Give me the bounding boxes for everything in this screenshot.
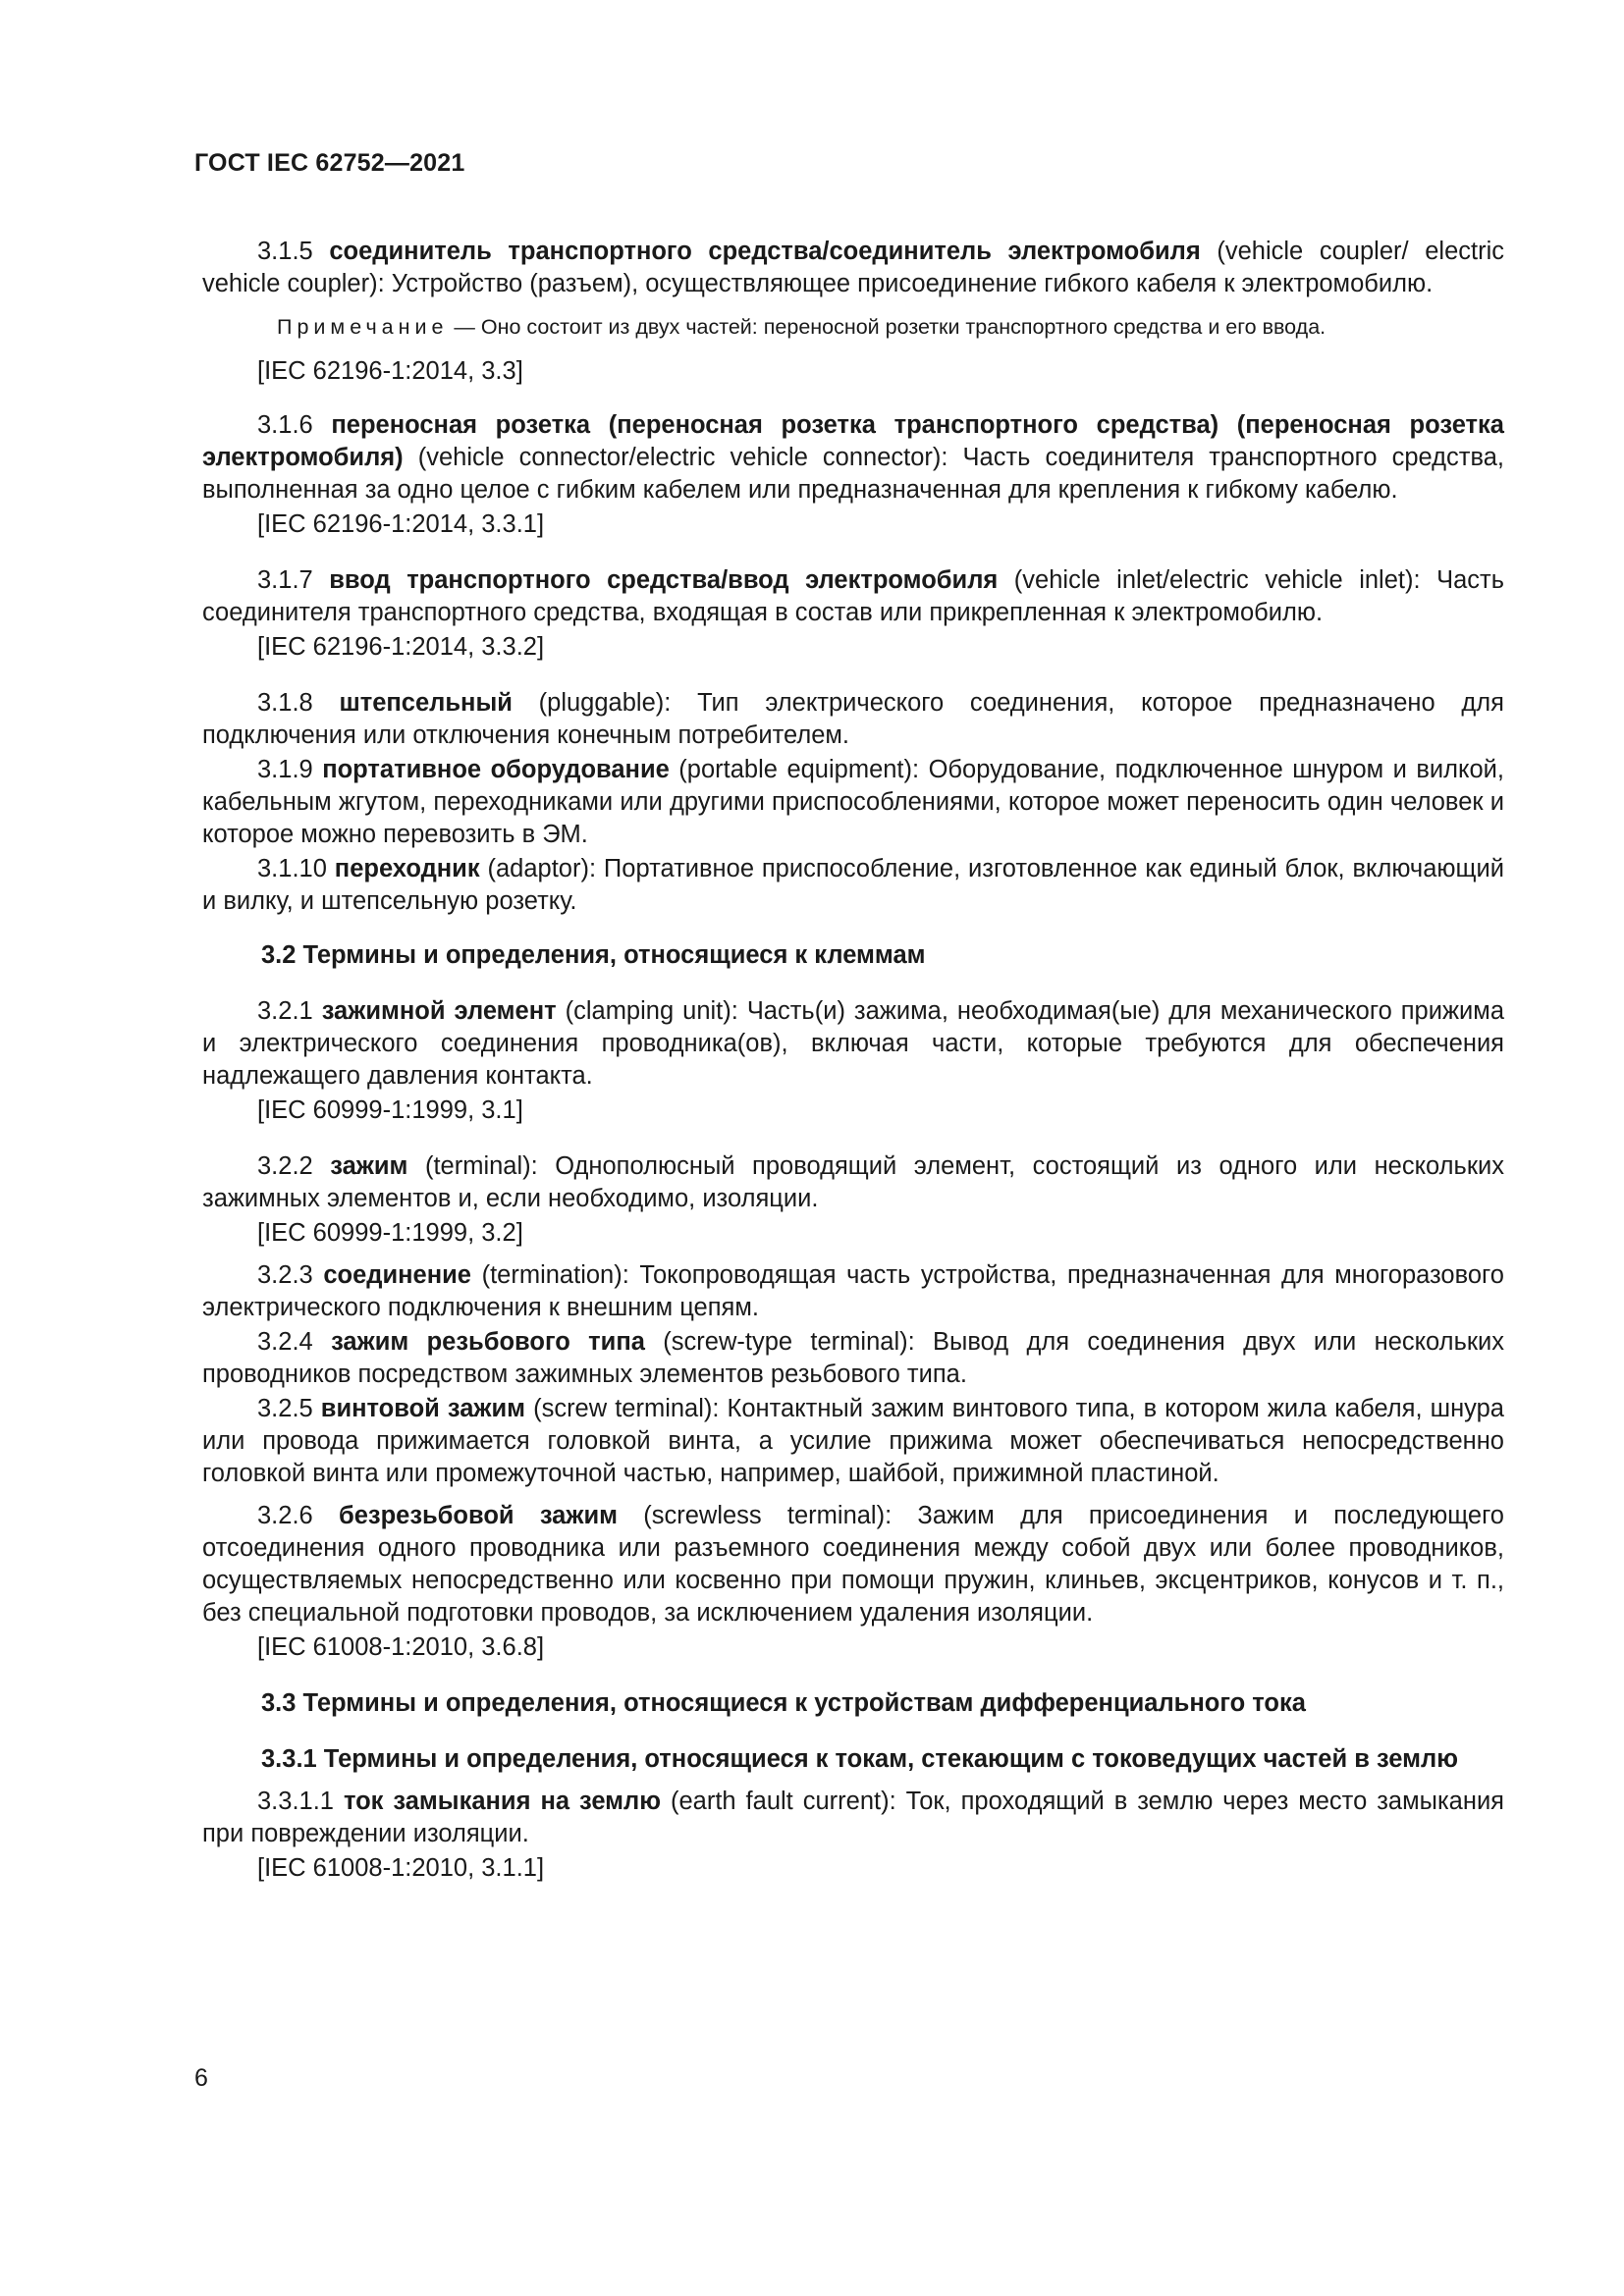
term-number: 3.1.10 — [257, 855, 327, 882]
reference: [IEC 60999-1:1999, 3.1] — [257, 1096, 523, 1124]
reference: [IEC 62196-1:2014, 3.3.1] — [257, 510, 545, 538]
term-definition: (vehicle coupler/ electric vehicle coupler): Устройство (разъем), осуществляющее присоединение гибкого кабеля к электромобилю. — [202, 238, 1504, 297]
document-body — [202, 236, 1504, 1908]
note-text: — Оно состоит из двух частей: переносной розетки транспортного средства и его ввода. — [448, 315, 1326, 339]
term-definition: (vehicle connector/electric vehicle connector): Часть соединителя транспортного средства, выполненная за одно целое с гибким кабелем или предназначенная для крепления к гибкому кабелю. — [202, 444, 1504, 504]
note — [202, 312, 1504, 342]
term-3-2-4 — [202, 1326, 1504, 1391]
term-definition: (terminal): Однополюсный проводящий элемент, состоящий из одного или нескольких зажимных элементов и, если необходимо, изоляции. — [202, 1152, 1504, 1212]
term-definition: (screw-type terminal): Вывод для соединения двух или нескольких проводников посредством зажимных элементов резьбового типа. — [202, 1328, 1504, 1388]
term-name: ток замыкания на землю — [343, 1788, 662, 1815]
page-number: 6 — [194, 2064, 208, 2092]
term-name: соединитель транспортного средства/соединитель электромобиля — [329, 238, 1201, 265]
term-definition: (vehicle inlet/electric vehicle inlet): Часть соединителя транспортного средства, входящая в состав или прикрепленная к электромобилю. — [202, 566, 1504, 626]
term-number: 3.2.3 — [257, 1261, 313, 1289]
term-name: ввод транспортного средства/ввод электромобиля — [329, 566, 999, 594]
reference: [IEC 61008-1:2010, 3.1.1] — [257, 1854, 545, 1882]
term-definition: (clamping unit): Часть(и) зажима, необходимая(ые) для механического прижима и электрического соединения проводника(ов), включая части, которые требуются для обеспечения надлежащего давления контакта. — [202, 997, 1504, 1090]
term-number: 3.2.2 — [257, 1152, 313, 1180]
section-heading-3-3: 3.3 Термины и определения, относящиеся к устройствам дифференциального тока — [261, 1689, 1306, 1717]
term-number: 3.2.4 — [257, 1328, 313, 1356]
term-definition: (pluggable): Тип электрического соединения, которое предназначено для подключения или отключения конечным потребителем. — [202, 689, 1504, 749]
term-name: соединение — [323, 1261, 471, 1289]
section-heading-3-3-1: 3.3.1 Термины и определения, относящиеся к токам, стекающим с токоведущих частей в землю — [261, 1745, 1458, 1773]
term-name: переносная розетка (переносная розетка транспортного средства) (переносная розетка электромобиля) — [202, 411, 1504, 471]
term-3-1-10 — [202, 853, 1504, 918]
term-definition: (termination): Токопроводящая часть устройства, предназначенная для многоразового электрического подключения к внешним цепям. — [202, 1261, 1504, 1321]
term-3-1-9 — [202, 754, 1504, 851]
term-name: штепсельный — [339, 689, 513, 717]
term-3-2-2 — [202, 1150, 1504, 1215]
reference: [IEC 60999-1:1999, 3.2] — [257, 1219, 523, 1247]
term-number: 3.2.5 — [257, 1395, 313, 1422]
reference: [IEC 62196-1:2014, 3.3.2] — [257, 633, 545, 661]
term-definition: (earth fault current): Ток, проходящий в землю через место замыкания при повреждении изоляции. — [202, 1788, 1504, 1847]
reference: [IEC 62196-1:2014, 3.3] — [257, 357, 523, 385]
term-name: зажимной элемент — [321, 997, 557, 1025]
term-definition: (screw terminal): Контактный зажим винтового типа, в котором жила кабеля, шнура или провода прижимается головкой винта, а усилие прижима может обеспечиваться непосредственно головкой винта или промежуточной частью, например, шайбой, прижимной пластиной. — [202, 1395, 1504, 1487]
term-definition: (screwless terminal): Зажим для присоединения и последующего отсоединения одного проводника или разъемного соединения между собой двух или более проводников, осуществляемых непосредственно или косвенно при помощи пружин, клиньев, эксцентриков, конусов и т. п., без специальной подготовки проводов, за исключением удаления изоляции. — [202, 1502, 1504, 1627]
term-number: 3.1.9 — [257, 756, 313, 783]
document-header: ГОСТ IEC 62752—2021 — [194, 149, 465, 177]
term-number: 3.3.1.1 — [257, 1788, 334, 1815]
term-3-3-1-1 — [202, 1786, 1504, 1850]
note-label: Примечание — [277, 315, 449, 339]
term-3-1-7 — [202, 564, 1504, 629]
term-3-1-6 — [202, 409, 1504, 507]
term-3-1-5 — [202, 236, 1504, 300]
term-definition: (portable equipment): Оборудование, подключенное шнуром и вилкой, кабельным жгутом, переходниками или другими приспособлениями, которое может переносить один человек и которое можно перевозить в ЭМ. — [202, 756, 1504, 848]
term-name: зажим резьбового типа — [331, 1328, 645, 1356]
term-name: винтовой зажим — [320, 1395, 526, 1422]
term-3-2-5 — [202, 1393, 1504, 1490]
section-heading-3-2: 3.2 Термины и определения, относящиеся к клеммам — [261, 941, 926, 969]
term-name: безрезьбовой зажим — [338, 1502, 618, 1529]
term-name: портативное оборудование — [322, 756, 670, 783]
reference: [IEC 61008-1:2010, 3.6.8] — [257, 1633, 545, 1661]
term-number: 3.2.1 — [257, 997, 313, 1025]
term-3-2-3 — [202, 1259, 1504, 1324]
term-number: 3.1.5 — [257, 238, 313, 265]
term-3-1-8 — [202, 687, 1504, 752]
term-3-2-6 — [202, 1500, 1504, 1629]
term-number: 3.2.6 — [257, 1502, 313, 1529]
term-name: зажим — [330, 1152, 408, 1180]
term-number: 3.1.6 — [257, 411, 313, 439]
term-3-2-1 — [202, 995, 1504, 1093]
term-number: 3.1.8 — [257, 689, 313, 717]
term-definition: (adaptor): Портативное приспособление, изготовленное как единый блок, включающий и вилку, и штепсельную розетку. — [202, 855, 1504, 915]
term-number: 3.1.7 — [257, 566, 313, 594]
term-name: переходник — [334, 855, 480, 882]
